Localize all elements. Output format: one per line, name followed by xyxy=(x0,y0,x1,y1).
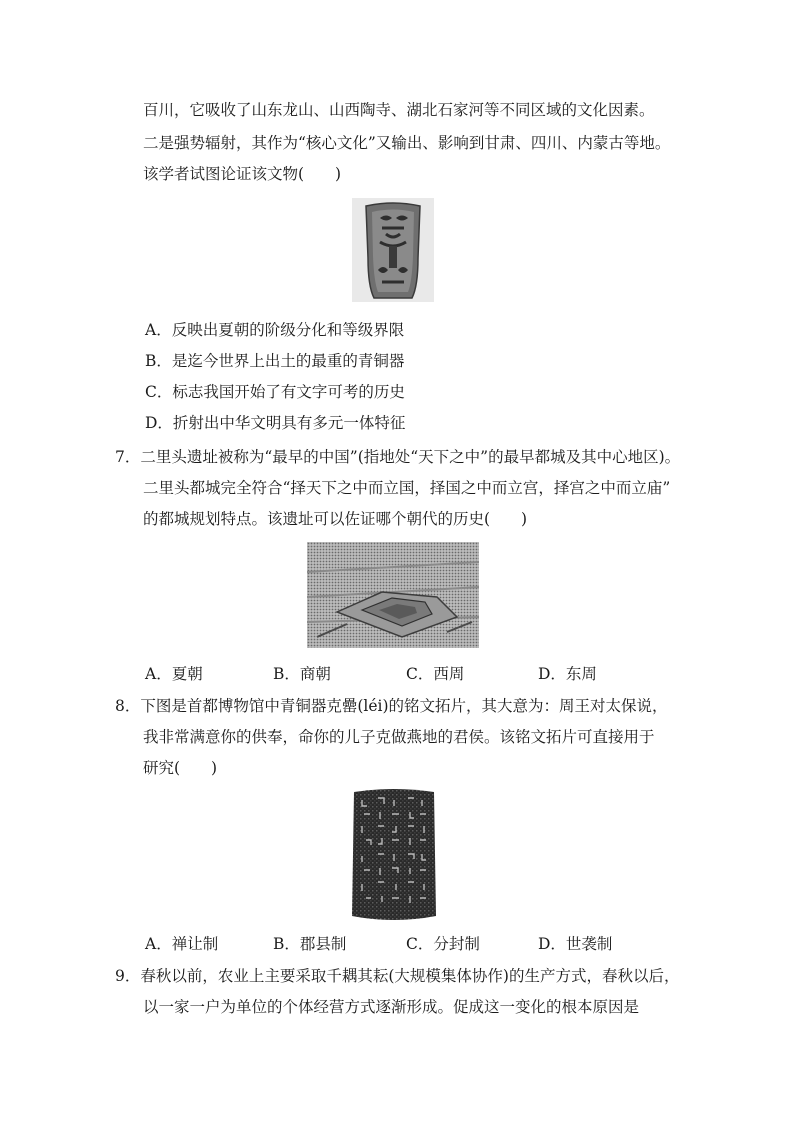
q8-option-a: A．禅让制 xyxy=(145,935,219,953)
q8-text-line-1: 8．下图是首都博物馆中青铜器克罍(léi)的铭文拓片，其大意为：周王对太保说， xyxy=(115,697,668,715)
q7-text-line-1: 7．二里头遗址被称为“最早的中国”(指地处“天下之中”的最早都城及其中心地区)。 xyxy=(115,448,681,466)
bronze-plaque-image xyxy=(352,198,434,302)
q8-text-line-2: 我非常满意你的供奉，命你的儿子克做燕地的君侯。该铭文拓片可直接用于 xyxy=(143,728,655,746)
erlitou-site-image xyxy=(307,542,479,648)
q8-option-d: D．世袭制 xyxy=(538,935,613,953)
q6-text-line-3: 该学者试图论证该文物( ) xyxy=(143,165,342,183)
q7-text-line-3: 的都城规划特点。该遗址可以佐证哪个朝代的历史( ) xyxy=(143,510,528,528)
q7-option-a: A．夏朝 xyxy=(145,665,203,683)
q8-option-c: C．分封制 xyxy=(406,935,480,953)
q9-text-line-2: 以一家一户为单位的个体经营方式逐渐形成。促成这一变化的根本原因是 xyxy=(143,998,640,1016)
q6-option-b: B．是迄今世界上出土的最重的青铜器 xyxy=(145,352,405,370)
q6-option-d: D．折射出中华文明具有多元一体特征 xyxy=(145,414,406,432)
q6-option-c: C．标志我国开始了有文字可考的历史 xyxy=(145,383,405,401)
inscription-rubbing-image xyxy=(348,786,440,926)
q9-text-line-1: 9．春秋以前，农业上主要采取千耦其耘(大规模集体协作)的生产方式，春秋以后， xyxy=(115,967,680,985)
q6-text-line-1: 百川，它吸收了山东龙山、山西陶寺、湖北石家河等不同区域的文化因素。 xyxy=(143,101,655,119)
q6-text-line-2: 二是强势辐射，其作为“核心文化”又输出、影响到甘肃、四川、内蒙古等地。 xyxy=(143,134,671,152)
q7-option-d: D．东周 xyxy=(538,665,597,683)
q8-option-b: B．郡县制 xyxy=(273,935,347,953)
q7-option-b: B．商朝 xyxy=(273,665,331,683)
q6-option-a: A．反映出夏朝的阶级分化和等级界限 xyxy=(145,321,405,339)
q7-option-c: C．西周 xyxy=(406,665,465,683)
q7-text-line-2: 二里头都城完全符合“择天下之中而立国，择国之中而立宫，择宫之中而立庙” xyxy=(143,479,671,497)
q8-text-line-3: 研究( ) xyxy=(143,759,218,777)
